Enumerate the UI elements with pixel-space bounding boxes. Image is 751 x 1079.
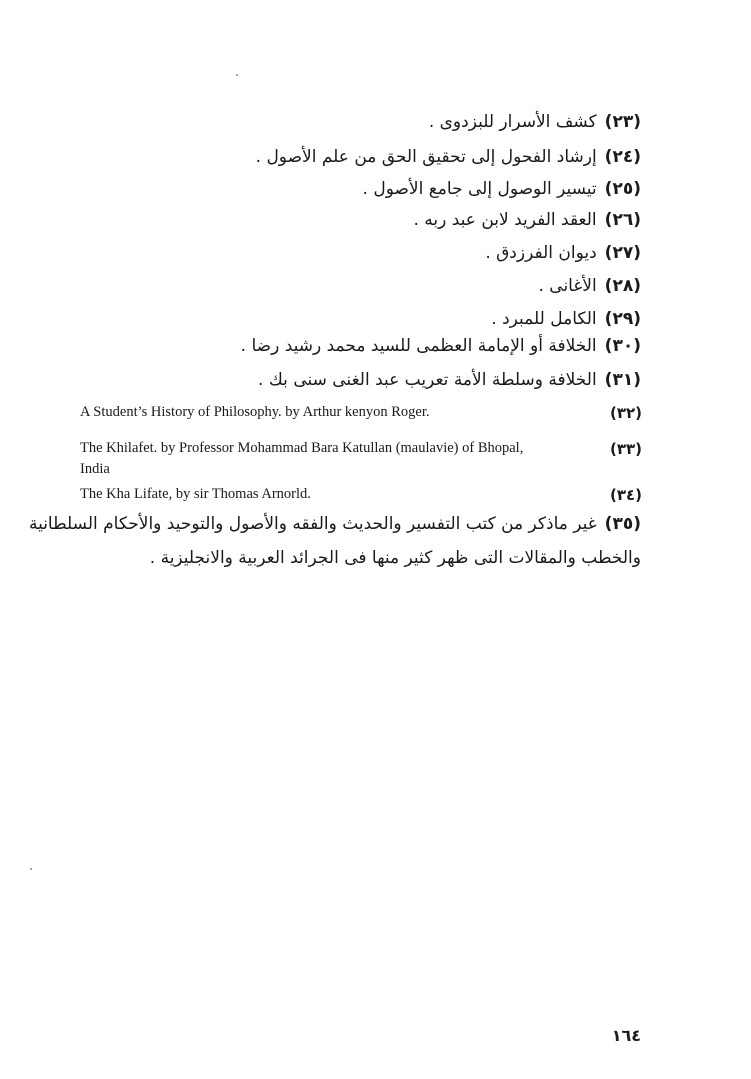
reference-title: العقد الفريد لابن عبد ربه . — [413, 210, 597, 230]
reference-title: غير ماذكر من كتب التفسير والحديث والفقه والأصول والتوحيد والأحكام السلطانية — [28, 514, 597, 534]
reference-35-continuation — [150, 548, 641, 568]
reference-title: ديوان الفرزدق . — [485, 243, 597, 263]
reference-title: كشف الأسرار للبزدوى . — [428, 112, 597, 132]
reference-number: (٢٦) — [604, 210, 641, 230]
reference-27 — [485, 243, 641, 263]
reference-title-continued: India — [80, 461, 110, 477]
page-number: ١٦٤ — [611, 1026, 641, 1045]
reference-title-continued: والخطب والمقالات التى ظهر كثير منها فى الجرائد العربية والانجليزية . — [149, 548, 641, 568]
reference-title: تيسير الوصول إلى جامع الأصول . — [362, 179, 597, 199]
reference-29 — [491, 309, 641, 329]
reference-title: إرشاد الفحول إلى تحقيق الحق من علم الأصول . — [255, 147, 597, 167]
reference-number: (٢٥) — [604, 179, 641, 199]
reference-number: (٢٩) — [604, 309, 641, 329]
reference-title: الكامل للمبرد . — [491, 309, 597, 329]
reference-26 — [413, 210, 641, 230]
reference-number: (٢٤) — [604, 147, 641, 167]
speck — [236, 74, 238, 76]
reference-number: (٣٤) — [609, 486, 642, 504]
reference-number: (٢٣) — [604, 112, 641, 132]
reference-title: الخلافة أو الإمامة العظمى للسيد محمد رشيد رضا . — [240, 336, 597, 356]
reference-title: The Kha Lifate, by sir Thomas Arnorld. — [80, 486, 311, 502]
reference-title: The Khilafet. by Professor Mohammad Bara Katullan (maulavie) of Bhopal, — [80, 440, 524, 456]
reference-28 — [538, 276, 641, 296]
reference-title: الأغانى . — [538, 276, 597, 296]
reference-number: (٣٢) — [609, 404, 642, 422]
reference-25 — [363, 179, 641, 199]
reference-32 — [80, 404, 642, 421]
reference-number: (٣٥) — [604, 514, 641, 534]
reference-31 — [258, 370, 641, 390]
reference-number: (٢٧) — [604, 243, 641, 263]
speck — [30, 868, 32, 870]
reference-30 — [241, 336, 641, 356]
reference-34 — [80, 486, 642, 503]
reference-number: (٣١) — [604, 370, 641, 390]
reference-number: (٢٨) — [604, 276, 641, 296]
reference-23 — [429, 112, 641, 132]
reference-24 — [256, 147, 641, 167]
reference-33-continuation — [80, 461, 642, 478]
reference-title: الخلافة وسلطة الأمة تعريب عبد الغنى سنى بك . — [258, 370, 597, 390]
reference-number: (٣٠) — [604, 336, 641, 356]
reference-title: A Student’s History of Philosophy. by Arthur kenyon Roger. — [80, 404, 430, 420]
reference-33 — [80, 440, 642, 457]
reference-number: (٣٣) — [609, 440, 642, 458]
reference-35 — [29, 514, 641, 534]
